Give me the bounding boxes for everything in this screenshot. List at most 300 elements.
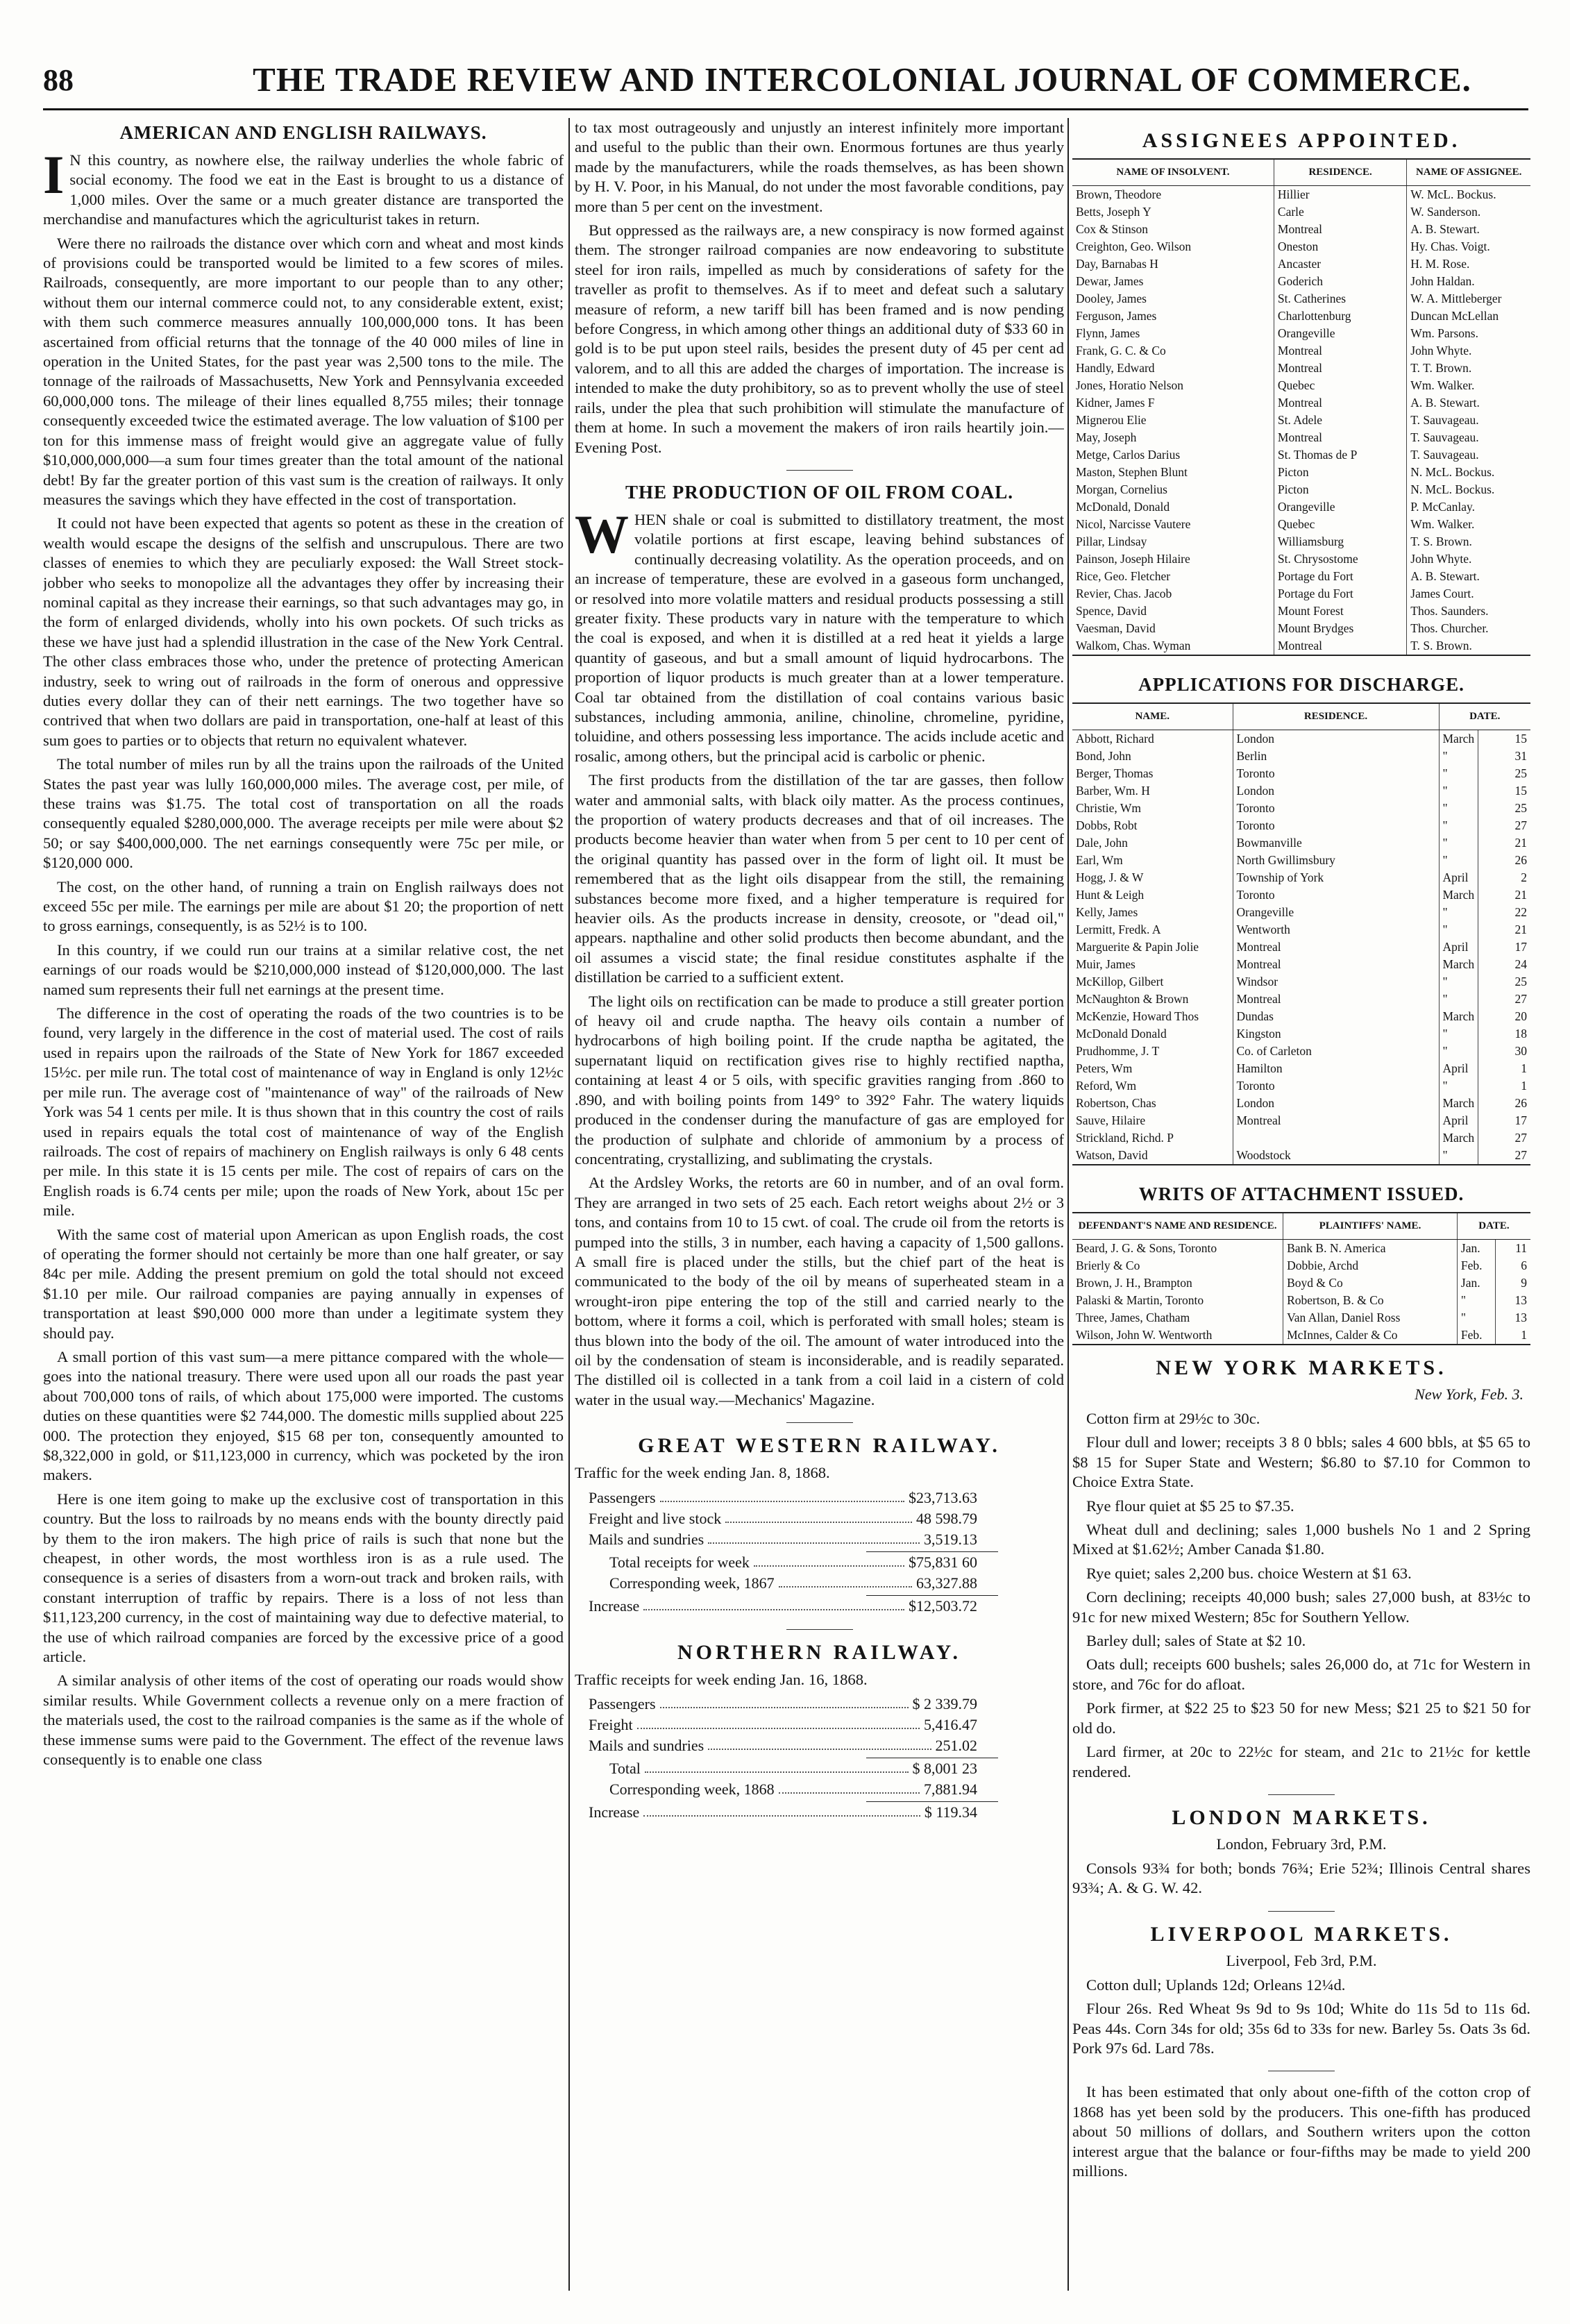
table-cell: 24 bbox=[1478, 956, 1530, 973]
table-cell: 1 bbox=[1478, 1077, 1530, 1095]
liverpool-dateline: Liverpool, Feb 3rd, P.M. bbox=[1226, 1951, 1377, 1969]
table-cell: " bbox=[1439, 1025, 1478, 1043]
table-cell: Hamilton bbox=[1233, 1060, 1439, 1077]
table-cell: Robertson, B. & Co bbox=[1283, 1292, 1458, 1309]
column-header: NAME. bbox=[1072, 703, 1233, 730]
table-row bbox=[1072, 377, 1530, 394]
table-cell: Charlottenburg bbox=[1274, 308, 1406, 325]
table-cell: London bbox=[1233, 1095, 1439, 1112]
table-cell: North Gwillimsbury bbox=[1233, 852, 1439, 869]
traffic-increase bbox=[589, 1802, 977, 1823]
leader-dots bbox=[725, 1508, 912, 1523]
northern-subtitle: Traffic receipts for week ending Jan. 16, 1868. bbox=[575, 1670, 868, 1688]
traffic-label: Increase bbox=[589, 1597, 640, 1615]
table-cell: " bbox=[1457, 1292, 1495, 1309]
railways-paragraph: In this country, if we could run our trains at a similar relative cost, the net earnings of our roads would be $210,000,000 instead of $120,000,000. The last named sum represents their full net earnings at the present time. bbox=[43, 941, 564, 998]
leader-dots bbox=[643, 1802, 920, 1817]
table-cell: Picton bbox=[1274, 481, 1406, 498]
great-western-traffic bbox=[589, 1488, 1064, 1617]
table-cell: Wm. Walker. bbox=[1407, 377, 1530, 394]
divider bbox=[786, 1422, 853, 1423]
table-cell: Watson, David bbox=[1076, 1148, 1148, 1162]
table-cell: Jones, Horatio Nelson bbox=[1076, 378, 1184, 392]
traffic-value: $ 119.34 bbox=[924, 1803, 977, 1821]
assignees-headline: ASSIGNEES APPOINTED. bbox=[1142, 129, 1461, 152]
table-cell: Orangeville bbox=[1233, 904, 1439, 921]
table-cell: T. Sauvageau. bbox=[1407, 446, 1530, 464]
table-cell: 17 bbox=[1478, 1112, 1530, 1129]
table-row bbox=[1072, 921, 1530, 938]
table-cell: Nicol, Narcisse Vautere bbox=[1076, 517, 1191, 531]
table-cell: Morgan, Cornelius bbox=[1076, 482, 1167, 496]
table-cell: Day, Barnabas H bbox=[1076, 257, 1158, 271]
table-cell: May, Joseph bbox=[1076, 430, 1137, 444]
table-cell: Carle bbox=[1274, 203, 1406, 221]
table-cell: " bbox=[1439, 765, 1478, 782]
ny-markets-headline: NEW YORK MARKETS. bbox=[1156, 1356, 1447, 1379]
table-cell: Wilson, John W. Wentworth bbox=[1076, 1328, 1213, 1342]
table-row bbox=[1072, 255, 1530, 273]
column-header: DEFENDANT'S NAME AND RESIDENCE. bbox=[1072, 1213, 1283, 1240]
table-cell: W. Sanderson. bbox=[1407, 203, 1530, 221]
table-row bbox=[1072, 1129, 1530, 1147]
table-cell: Montreal bbox=[1274, 342, 1406, 360]
table-cell: Oneston bbox=[1274, 238, 1406, 255]
table-cell: Ferguson, James bbox=[1076, 309, 1157, 323]
table-cell: John Haldan. bbox=[1407, 273, 1530, 290]
table-cell: Dewar, James bbox=[1076, 274, 1144, 288]
table-cell: 17 bbox=[1478, 938, 1530, 956]
leader-dots bbox=[637, 1715, 920, 1729]
leader-dots bbox=[779, 1573, 912, 1588]
table-cell: McNaughton & Brown bbox=[1076, 992, 1189, 1006]
market-paragraph: Cotton dull; Uplands 12d; Orleans 12¼d. bbox=[1086, 1976, 1346, 1994]
column-rule bbox=[1067, 118, 1069, 2291]
leader-dots bbox=[645, 1758, 909, 1773]
table-cell bbox=[1233, 1129, 1439, 1147]
traffic-value: 63,327.88 bbox=[916, 1574, 977, 1592]
table-cell: Picton bbox=[1274, 464, 1406, 481]
table-cell: Muir, James bbox=[1076, 957, 1136, 971]
leader-dots bbox=[660, 1488, 904, 1502]
railways-paragraph: Were there no railroads the distance over which corn and wheat and most kinds of provisions could be transported would be limited to a few scores of miles. Railroads, consequently, are more important to our people than to any other; without them our internal commerce could not, to any considerable extent, exist; with them such commerce measures annually 100,000,000 tons. It has been ascertained from official returns that the tonnage of the 40 000 miles of line in operation in the United States, for the past year was 2,500 tons to the mile. The tonnage of the railroads of Massachusetts, New York and Pennsylvania exceeded 60,000,000 tons. The mileage of their lines equalled 8,755 miles; their tonnage consequently exceeded twice the estimated average. The low valuation of $100 per ton for this immense mass of freight would give an aggregate value of fully $10,000,000,000—a sum four times greater than the total amount of the national debt! By far the greater portion of this vast sum is the creation of railways. It only measures the savings which they have effected in the cost of transportation. bbox=[43, 234, 564, 508]
column-1 bbox=[43, 118, 564, 2284]
table-cell: T. S. Brown. bbox=[1407, 637, 1530, 655]
table-cell: 6 bbox=[1495, 1257, 1530, 1274]
table-cell: 11 bbox=[1495, 1240, 1530, 1258]
traffic-row bbox=[589, 1715, 977, 1735]
railways-paragraph-text: N this country, as nowhere else, the railway underlies the whole fabric of social economy. The food we eat in the East is brought to us a distance of 1,000 miles. Over the same or a much greater distance are transported the merchandise and manufactures which the agriculturist takes in return. bbox=[43, 151, 564, 228]
table-row bbox=[1072, 203, 1530, 221]
table-cell: Earl, Wm bbox=[1076, 853, 1123, 867]
table-cell: Frank, G. C. & Co bbox=[1076, 344, 1166, 357]
table-cell: Toronto bbox=[1233, 817, 1439, 834]
table-header-row bbox=[1072, 703, 1530, 730]
table-cell: " bbox=[1439, 800, 1478, 817]
table-row bbox=[1072, 585, 1530, 603]
table-cell: N. McL. Bockus. bbox=[1407, 481, 1530, 498]
table-row bbox=[1072, 834, 1530, 852]
table-cell: Goderich bbox=[1274, 273, 1406, 290]
table-cell: " bbox=[1439, 921, 1478, 938]
railways-paragraph: The difference in the cost of operating the roads of the two countries is to be found, very largely in the difference in the cost of material used. The cost of rails used in repairs upon the railroads of the State of New York for 1867 exceeded 15½c. per mile run. The total cost of maintenance of way in England is only 12½c per mile run. The average cost of "maintenance of way" of the railroads of New York was 54 1 cents per mile. It is thus shown that in this country the cost of rails used in repairs equals the total cost of maintenance of way of the English railroads. The cost of repairs of machinery on English railways is only 6 48 cents per mile. In this state it is 15 cents per mile. The cost of repairs of cars on the English roads is 6.74 cents per mile; upon the roads of New York, about 15c per mile. bbox=[43, 1004, 564, 1220]
table-cell: Toronto bbox=[1233, 765, 1439, 782]
oil-paragraph-text: HEN shale or coal is submitted to distillatory treatment, the most volatile portions at first escape, leaving behind substances of continually decreasing volatility. As the operation proceeds, and on an increase of temperature, these are evolved in a gaseous form unchanged, or resolved into more volatile matters and residual products possessing a still greater fixity. These products vary in nature with the temperature to which the coal is exposed, and when it is distilled at a red heat it yields a large quantity of gaseous, and but a small amount of liquid hydrocarbons. The proportion of liquor products is much greater than at a lower temperature. Coal tar obtained from the distillation of coal contains various basic substances, including ammonia, aniline, chinoline, chromeline, pyridine, toluidine, and others possessing less importance. The acids include acetic and rosalic, among others, but the principal acid is carbolic or phenic. bbox=[575, 510, 1064, 765]
table-cell: 30 bbox=[1478, 1043, 1530, 1060]
table-row bbox=[1072, 603, 1530, 620]
table-cell: W. A. Mittleberger bbox=[1407, 290, 1530, 308]
market-paragraph: Flour 26s. Red Wheat 9s 9d to 9s 10d; White do 11s 5d to 11s 6d. Peas 44s. Corn 34s for old; 35s 6d to 33s for new. Barley 5s. Oats 3s 6d. Pork 97s 6d. Lard 78s. bbox=[1072, 2000, 1530, 2057]
leader-dots bbox=[708, 1529, 920, 1544]
traffic-value: $23,713.63 bbox=[909, 1488, 977, 1506]
table-cell: " bbox=[1439, 817, 1478, 834]
traffic-label: Mails and sundries bbox=[589, 1737, 704, 1754]
traffic-label: Total bbox=[609, 1760, 641, 1777]
writs-table bbox=[1072, 1212, 1530, 1345]
table-cell: W. McL. Bockus. bbox=[1407, 186, 1530, 204]
table-row bbox=[1072, 1327, 1530, 1345]
table-cell: Feb. bbox=[1457, 1327, 1495, 1345]
table-cell: Orangeville bbox=[1274, 325, 1406, 342]
table-cell: Three, James, Chatham bbox=[1076, 1311, 1190, 1324]
table-cell: Bowmanville bbox=[1233, 834, 1439, 852]
table-cell: " bbox=[1439, 973, 1478, 991]
table-cell: " bbox=[1439, 834, 1478, 852]
table-cell: 25 bbox=[1478, 800, 1530, 817]
table-cell: March bbox=[1439, 886, 1478, 904]
leader-dots bbox=[660, 1694, 909, 1708]
table-cell: Beard, J. G. & Sons, Toronto bbox=[1076, 1241, 1217, 1255]
table-cell: Orangeville bbox=[1274, 498, 1406, 516]
table-cell: Montreal bbox=[1233, 956, 1439, 973]
table-cell: Jan. bbox=[1457, 1274, 1495, 1292]
table-cell: April bbox=[1439, 1112, 1478, 1129]
table-row bbox=[1072, 1008, 1530, 1025]
divider bbox=[1268, 1911, 1335, 1912]
table-cell: Maston, Stephen Blunt bbox=[1076, 465, 1188, 479]
table-row bbox=[1072, 852, 1530, 869]
table-cell: Montreal bbox=[1274, 360, 1406, 377]
table-cell: N. McL. Bockus. bbox=[1407, 464, 1530, 481]
table-cell: 25 bbox=[1478, 765, 1530, 782]
table-cell: Mount Brydges bbox=[1274, 620, 1406, 637]
table-cell: April bbox=[1439, 1060, 1478, 1077]
table-cell: 1 bbox=[1478, 1060, 1530, 1077]
table-cell: Marguerite & Papin Jolie bbox=[1076, 940, 1199, 954]
traffic-value: $75,831 60 bbox=[909, 1553, 977, 1571]
table-row bbox=[1072, 1240, 1530, 1258]
table-cell: P. McCanlay. bbox=[1407, 498, 1530, 516]
table-cell: March bbox=[1439, 1129, 1478, 1147]
table-cell: Montreal bbox=[1274, 429, 1406, 446]
railways-paragraph: The total number of miles run by all the trains upon the railroads of the United States the past year was lully 160,000,000 miles. The average cost, per mile, of these trains was $1.75. The total cost of transportation on all the roads consequently equaled $280,000,000. The average receipts per mile were about $2 50; or say $400,000,000. The net earnings consequently were 75c per mile, or $120,000 000. bbox=[43, 755, 564, 872]
column-header: DATE. bbox=[1457, 1213, 1530, 1240]
table-cell: Bank B. N. America bbox=[1283, 1240, 1458, 1258]
market-paragraph: Rye flour quiet at $5 25 to $7.35. bbox=[1086, 1497, 1294, 1515]
table-row bbox=[1072, 991, 1530, 1008]
table-row bbox=[1072, 904, 1530, 921]
table-row bbox=[1072, 1112, 1530, 1129]
leader-dots bbox=[779, 1779, 920, 1794]
table-row bbox=[1072, 533, 1530, 550]
divider bbox=[786, 1629, 853, 1630]
table-cell: A. B. Stewart. bbox=[1407, 394, 1530, 412]
table-cell: 21 bbox=[1478, 921, 1530, 938]
table-cell: " bbox=[1439, 852, 1478, 869]
table-cell: 27 bbox=[1478, 1147, 1530, 1165]
table-row bbox=[1072, 748, 1530, 765]
market-paragraph: Lard firmer, at 20c to 22½c for steam, and 21c to 21½c for kettle rendered. bbox=[1072, 1743, 1530, 1780]
table-cell: Van Allan, Daniel Ross bbox=[1283, 1309, 1458, 1327]
london-markets-headline: LONDON MARKETS. bbox=[1172, 1805, 1431, 1829]
table-cell: Portage du Fort bbox=[1274, 585, 1406, 603]
table-cell: Abbott, Richard bbox=[1076, 732, 1154, 746]
table-cell: Vaesman, David bbox=[1076, 621, 1156, 635]
table-cell: Rice, Geo. Fletcher bbox=[1076, 569, 1171, 583]
traffic-row bbox=[589, 1735, 977, 1756]
oil-paragraph: The first products from the distillation of the tar are gasses, then follow water and ammonial salts, with black oily matter. As the process continues, the proportion of watery products decreases and that of oil increases. The products become heavier than water when from 5 per cent to 10 per cent of the original quantity has passed over in the form of light oil. It must be remembered that as the light oils disappear from the still, the remaining substances become more fixed, and a higher temperature is required for heavier oils. As the products increase in density, creosote, or "dead oil," appears. napthaline and other solid products then become abundant, and the oil assumes a viscid state; the final residue constitutes asphalte if the distillation be carried to a sufficient extent. bbox=[575, 771, 1064, 986]
table-cell: Brown, Theodore bbox=[1076, 187, 1162, 201]
column-header: NAME OF INSOLVENT. bbox=[1072, 159, 1274, 186]
leader-dots bbox=[708, 1735, 931, 1750]
table-cell: Wm. Parsons. bbox=[1407, 325, 1530, 342]
table-cell: Hillier bbox=[1274, 186, 1406, 204]
table-cell: " bbox=[1457, 1309, 1495, 1327]
market-paragraph: Flour dull and lower; receipts 3 8 0 bbls; sales 4 600 bbls, at $5 65 to $8 15 for Super State and Western; $6.80 to $7.10 for Common to Choice Extra State. bbox=[1072, 1433, 1530, 1491]
column-2 bbox=[575, 118, 1064, 2284]
table-row bbox=[1072, 394, 1530, 412]
table-row bbox=[1072, 464, 1530, 481]
table-cell: March bbox=[1439, 956, 1478, 973]
northern-traffic bbox=[589, 1694, 1064, 1823]
traffic-label: Corresponding week, 1867 bbox=[609, 1574, 775, 1592]
great-western-subtitle: Traffic for the week ending Jan. 8, 1868. bbox=[575, 1464, 830, 1482]
assignees-table bbox=[1072, 158, 1530, 656]
table-row bbox=[1072, 360, 1530, 377]
table-row bbox=[1072, 637, 1530, 655]
table-row bbox=[1072, 568, 1530, 585]
table-cell: 15 bbox=[1478, 730, 1530, 748]
table-cell: Montreal bbox=[1233, 1112, 1439, 1129]
table-cell: Lermitt, Fredk. A bbox=[1076, 923, 1161, 936]
table-row bbox=[1072, 325, 1530, 342]
ny-dateline: New York, Feb. 3. bbox=[1415, 1386, 1523, 1403]
column-header: RESIDENCE. bbox=[1274, 159, 1406, 186]
traffic-row bbox=[589, 1694, 977, 1715]
traffic-value: 3,519.13 bbox=[924, 1530, 977, 1548]
table-row bbox=[1072, 186, 1530, 204]
assignees-rows bbox=[1072, 186, 1530, 656]
table-cell: John Whyte. bbox=[1407, 550, 1530, 568]
table-cell: Montreal bbox=[1274, 637, 1406, 655]
table-cell: St. Adele bbox=[1274, 412, 1406, 429]
table-cell: Barber, Wm. H bbox=[1076, 784, 1150, 798]
table-cell: A. B. Stewart. bbox=[1407, 221, 1530, 238]
table-row bbox=[1072, 956, 1530, 973]
table-cell: Metge, Carlos Darius bbox=[1076, 448, 1181, 462]
table-cell: Dale, John bbox=[1076, 836, 1128, 850]
column-header: NAME OF ASSIGNEE. bbox=[1407, 159, 1530, 186]
table-cell: Duncan McLellan bbox=[1407, 308, 1530, 325]
table-cell: April bbox=[1439, 869, 1478, 886]
table-cell: " bbox=[1439, 904, 1478, 921]
table-row bbox=[1072, 446, 1530, 464]
oil-paragraph: At the Ardsley Works, the retorts are 60 in number, and of an oval form. They are arranged in two sets of 25 each. Each retort weighs about 2½ or 3 tons, and contains from 10 to 15 cwt. of coal. The crude oil from the retorts is pumped into the stills, 3 in number, each having a capacity of 1,500 gallons. A small fire is placed under the stills, but the chief part of the heat is communicated to the body of the oil by means of superheated steam in a wrought-iron pipe entering the top of the still and carried nearly to the bottom, where it forms a coil, which is perforated with small holes; steam is thus blown into the body of the oil. The amount of water introduced into the oil by the condensation of steam is inconsiderable, and is readily separated. The distilled oil is collected in a tank from a coil laid in a cistern of cold water in the usual way.—Mechanics' Magazine. bbox=[575, 1174, 1064, 1408]
table-cell: Kingston bbox=[1233, 1025, 1439, 1043]
table-cell: " bbox=[1439, 991, 1478, 1008]
liverpool-markets-headline: LIVERPOOL MARKETS. bbox=[1150, 1922, 1453, 1946]
table-cell: T. T. Brown. bbox=[1407, 360, 1530, 377]
column-rule bbox=[568, 118, 570, 2291]
drop-cap: I bbox=[43, 144, 65, 205]
table-cell: Reford, Wm bbox=[1076, 1079, 1137, 1093]
table-row bbox=[1072, 1147, 1530, 1165]
great-western-headline: GREAT WESTERN RAILWAY. bbox=[638, 1434, 1001, 1458]
table-cell: St. Thomas de P bbox=[1274, 446, 1406, 464]
table-row bbox=[1072, 290, 1530, 308]
table-cell: St. Catherines bbox=[1274, 290, 1406, 308]
table-cell: T. Sauvageau. bbox=[1407, 412, 1530, 429]
railways-paragraph bbox=[43, 144, 564, 230]
table-cell: Montreal bbox=[1233, 991, 1439, 1008]
table-cell: Brierly & Co bbox=[1076, 1258, 1140, 1272]
table-cell: Dobbs, Robt bbox=[1076, 818, 1138, 832]
table-cell: Thos. Churcher. bbox=[1407, 620, 1530, 637]
railways-paragraph: Here is one item going to make up the exclusive cost of transportation in this country. But the loss to railroads by no means ends with the bounty directly paid by them to the iron makers. The high price of rails is such that none but the cheapest, in other words, the most worthless iron is as a rule used. The consequence is a series of disasters from a worn-out track and broken rails, with constant interruption of traffic by repairs. There is a loss of not less than $11,123,200 currency, in the cost of maintaining way due to defective material, to the use of which railroad companies are forced by the excessive price of a good article. bbox=[43, 1490, 564, 1666]
market-paragraph: Cotton firm at 29½c to 30c. bbox=[1086, 1410, 1260, 1427]
railways-paragraph: A similar analysis of other items of the cost of operating our roads would show similar results. While Government collects a revenue only on a mere fraction of the materials used, the cost to the railroad companies is the same as if the whole of these immense sums were paid to the Government. The effect of the revenue laws consequently is to enable one class bbox=[43, 1672, 564, 1769]
table-cell: Windsor bbox=[1233, 973, 1439, 991]
market-paragraph: Rye quiet; sales 2,200 bus. choice Western at $1 63. bbox=[1086, 1564, 1412, 1582]
market-paragraph: Wheat dull and declining; sales 1,000 bushels No 1 and 2 Spring Mixed at $1.62½; Amber Canada $1.80. bbox=[1072, 1521, 1530, 1558]
table-cell: Painson, Joseph Hilaire bbox=[1076, 552, 1190, 566]
table-cell: 27 bbox=[1478, 817, 1530, 834]
traffic-label: Corresponding week, 1868 bbox=[609, 1780, 775, 1798]
table-row bbox=[1072, 516, 1530, 533]
table-row bbox=[1072, 498, 1530, 516]
column-3 bbox=[1072, 118, 1530, 2284]
table-cell: Williamsburg bbox=[1274, 533, 1406, 550]
table-cell: Kidner, James F bbox=[1076, 396, 1155, 410]
table-row bbox=[1072, 1025, 1530, 1043]
table-cell: Palaski & Martin, Toronto bbox=[1076, 1293, 1204, 1307]
writs-headline: WRITS OF ATTACHMENT ISSUED. bbox=[1138, 1184, 1465, 1204]
divider bbox=[1268, 1794, 1335, 1795]
table-cell: 25 bbox=[1478, 973, 1530, 991]
table-cell: 26 bbox=[1478, 852, 1530, 869]
table-cell: 27 bbox=[1478, 991, 1530, 1008]
table-cell: Dooley, James bbox=[1076, 292, 1147, 305]
table-cell: " bbox=[1439, 1147, 1478, 1165]
traffic-row bbox=[589, 1488, 977, 1508]
table-cell: 9 bbox=[1495, 1274, 1530, 1292]
railways-headline: AMERICAN AND ENGLISH RAILWAYS. bbox=[119, 122, 487, 143]
table-row bbox=[1072, 817, 1530, 834]
table-row bbox=[1072, 1309, 1530, 1327]
traffic-label: Increase bbox=[589, 1803, 640, 1821]
table-row bbox=[1072, 342, 1530, 360]
table-row bbox=[1072, 429, 1530, 446]
table-cell: Hunt & Leigh bbox=[1076, 888, 1145, 902]
table-row bbox=[1072, 782, 1530, 800]
discharge-headline: APPLICATIONS FOR DISCHARGE. bbox=[1138, 674, 1465, 695]
table-cell: " bbox=[1439, 1077, 1478, 1095]
table-row bbox=[1072, 308, 1530, 325]
table-cell: Woodstock bbox=[1233, 1147, 1439, 1165]
table-row bbox=[1072, 973, 1530, 991]
table-cell: Kelly, James bbox=[1076, 905, 1138, 919]
table-cell: 26 bbox=[1478, 1095, 1530, 1112]
market-paragraph: Corn declining; receipts 40,000 bush; sales 27,000 bush, at 83½c to 91c for new mixed Western; 85c for Southern Yellow. bbox=[1072, 1588, 1530, 1626]
table-cell: Portage du Fort bbox=[1274, 568, 1406, 585]
table-header-row bbox=[1072, 159, 1530, 186]
oil-paragraph bbox=[575, 503, 1064, 766]
table-row bbox=[1072, 800, 1530, 817]
drop-cap: W bbox=[575, 503, 629, 564]
table-cell: Robertson, Chas bbox=[1076, 1096, 1156, 1110]
table-cell: Quebec bbox=[1274, 516, 1406, 533]
table-cell: Strickland, Richd. P bbox=[1076, 1131, 1174, 1145]
cotton-note: It has been estimated that only about one-fifth of the cotton crop of 1868 has yet been sold by the producers. This one-fifth has produced about 50 millions of dollars, and Southern writers upon the cotton interest argue that the balance or four-fifths may be made to yield 200 millions. bbox=[1072, 2083, 1530, 2180]
traffic-label: Passengers bbox=[589, 1488, 656, 1506]
table-cell: April bbox=[1439, 938, 1478, 956]
table-cell: March bbox=[1439, 730, 1478, 748]
table-cell: H. M. Rose. bbox=[1407, 255, 1530, 273]
table-cell: A. B. Stewart. bbox=[1407, 568, 1530, 585]
table-cell: Creighton, Geo. Wilson bbox=[1076, 239, 1192, 253]
table-row bbox=[1072, 238, 1530, 255]
traffic-label: Freight and live stock bbox=[589, 1509, 722, 1527]
table-cell: 21 bbox=[1478, 886, 1530, 904]
table-cell: 31 bbox=[1478, 748, 1530, 765]
table-row bbox=[1072, 1095, 1530, 1112]
table-cell: James Court. bbox=[1407, 585, 1530, 603]
traffic-corresponding bbox=[609, 1573, 977, 1594]
traffic-total bbox=[609, 1758, 977, 1779]
railways-paragraph: But oppressed as the railways are, a new conspiracy is now formed against them. The stronger railroad companies are now endeavoring to substitute steel for iron rails, impelled as much by considerations of safety for the traveller as profit to themselves. As if to meet and defeat such a salutary measure of reform, a new tariff bill has been framed and is now pending before Congress, in which among other things an additional duty of $33 60 in gold is to be put upon steel rails, besides the present duty of 45 per cent ad valorem, and to all this are added the charges of importation. The increase is intended to make the duty prohibitory, so as to prevent wholly the use of steel rails, under the plea that such prohibition will stimulate the manufacture of them at home. In such a movement the makers of iron rails heartily join.—Evening Post. bbox=[575, 221, 1064, 456]
table-row bbox=[1072, 938, 1530, 956]
table-cell: Brown, J. H., Brampton bbox=[1076, 1276, 1192, 1290]
table-row bbox=[1072, 620, 1530, 637]
table-cell: Toronto bbox=[1233, 886, 1439, 904]
table-cell: Walkom, Chas. Wyman bbox=[1076, 639, 1191, 652]
market-paragraph: Consols 93¾ for both; bonds 76¾; Erie 52¾; Illinois Central shares 93¾; A. & G. W. 42. bbox=[1072, 1859, 1530, 1897]
oil-paragraph: The light oils on rectification can be made to produce a still greater portion of heavy oil and crude naptha. The heavy oils contain a number of hydrocarbons of high boiling point. If the crude naptha be agitated, the supernatant liquid on rectification gives rise to highly rectified naptha, containing at least 4 or 5 oils, with specific gravities ranging from .860 to .890, and with boiling points from 149° to 392° Fahr. The watery liquids produced in the condenser during the manufacture of gas are employed for the production of sulphate and chloride of ammonium by a process of concentrating, crystallizing, and sublimating the crystals. bbox=[575, 992, 1064, 1168]
table-cell: Berger, Thomas bbox=[1076, 766, 1154, 780]
london-dateline: London, February 3rd, P.M. bbox=[1216, 1835, 1387, 1853]
traffic-value: 48 598.79 bbox=[916, 1509, 977, 1527]
table-row bbox=[1072, 1274, 1530, 1292]
page-header bbox=[43, 57, 1528, 110]
column-header: PLAINTIFFS' NAME. bbox=[1283, 1213, 1458, 1240]
railways-paragraph: A small portion of this vast sum—a mere pittance compared with the whole—goes into the national treasury. There were used upon all our roads the past year about 700,000 tons of rails, of which about 175,000 were imported. The customs duties on these quantities were $2 744,000. The domestic mills supplied about 225 000. The protection they enjoyed, $15 68 per ton, consequently amounted to $8,322,000 in gold, or $11,123,000 in currency, which was pocketed by the iron makers. bbox=[43, 1347, 564, 1484]
table-cell: 18 bbox=[1478, 1025, 1530, 1043]
traffic-row bbox=[589, 1529, 977, 1550]
table-cell: Dobbie, Archd bbox=[1283, 1257, 1458, 1274]
table-cell: Ancaster bbox=[1274, 255, 1406, 273]
table-cell: John Whyte. bbox=[1407, 342, 1530, 360]
table-row bbox=[1072, 886, 1530, 904]
table-cell: Mignerou Elie bbox=[1076, 413, 1147, 427]
table-cell: Revier, Chas. Jacob bbox=[1076, 587, 1172, 600]
table-cell: Sauve, Hilaire bbox=[1076, 1113, 1146, 1127]
table-row bbox=[1072, 765, 1530, 782]
railways-paragraph: The cost, on the other hand, of running a train on English railways does not exceed 55c per mile. The earnings per mile are about $1 20; the proportion of nett to gross earnings, consequently, is as 52½ is to 100. bbox=[43, 877, 564, 935]
railways-paragraph: It could not have been expected that agents so potent as these in the creation of wealth would escape the designs of the selfish and unscrupulous. There are two classes of enemies to which they are peculiarly exposed: the Wall Street stock-jobber who seeks to monopolize all the advantages they offer by increasing their nominal capital as they increase their earnings, so that such advantages may go, in the form of enlarged dividends, wholly into his own pockets. Of such tricks as these we have just had a splendid illustration in the case of the New York Central. The other class embraces those who, under the pretence of protecting American industry, seek to wring out of railroads in the form of onerous and oppressive duties every dollar they can of their nett earnings. The two together have so contrived that when two dollars are paid in transportation, one-half at least of this sum goes to parties or to objects that return no equivalent whatever. bbox=[43, 514, 564, 749]
table-cell: Quebec bbox=[1274, 377, 1406, 394]
table-cell: Prudhomme, J. T bbox=[1076, 1044, 1160, 1058]
railways-paragraph: to tax most outrageously and unjustly an interest infinitely more important and useful to the public than their own. Enormous fortunes are thus yearly made by the manufacturers, while the roads themselves, as has been shown by H. V. Poor, in his Manual, do not under the most favorable conditions, pay more than 5 per cent on the investment. bbox=[575, 119, 1064, 215]
